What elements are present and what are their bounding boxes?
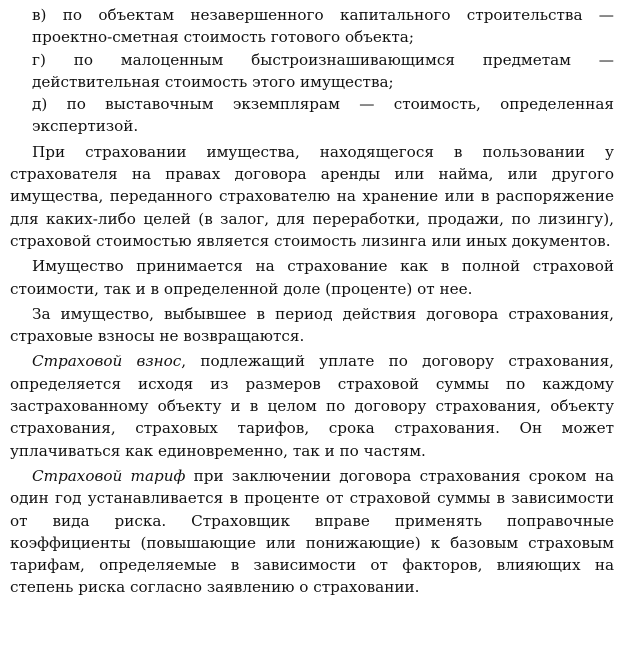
paragraph-no-refund: За имущество, выбывшее в период действия договора страхования, страховые взносы не возвращаются. <box>10 304 614 346</box>
paragraph-leased-property: При страховании имущества, находящегося в пользовании у страхователя на правах договора аренды или найма, или другого имущества, переданного страхователю на хранение или в распоряжение для каких-либо целей (в залог, для переработки, продажи, по лизингу), страховой стоимостью является стоимость лизинга или иных документов. <box>10 142 614 250</box>
term-insurance-tariff: Страховой тариф <box>32 466 186 485</box>
list-item-d: д) по выставочным экземплярам — стоимость, определенная экспертизой. <box>32 95 614 136</box>
paragraph-insurance-tariff <box>10 465 614 599</box>
paragraph-full-or-partial-value: Имущество принимается на страхование как в полной страховой стоимости, так и в определенной доле (проценте) от нее. <box>10 257 614 298</box>
paragraph-insurance-tariff-text: при заключении договора страхования сроком на один год устанавливается в проценте от страховой суммы в зависимости от вида риска. Страховщик вправе применять поправочные коэффициенты (повышающие или понижающие) к базовым страховым тарифам, определяемые в зависимости от факторов, влияющих на степень риска согласно заявлению о страховании. <box>10 466 615 597</box>
term-insurance-premium: Страховой взнос <box>32 352 182 371</box>
list-item-g: г) по малоценным быстроизнашивающимся предметам — действительная стоимость этого имущества; <box>32 50 614 91</box>
list-item-v: в) по объектам незавершенного капитального строительства — проектно-сметная стоимость готового объекта; <box>32 6 614 47</box>
paragraph-insurance-premium-text: , подлежащий уплате по договору страхования, определяется исходя из размеров страховой суммы по каждому застрахованному объекту и в целом по договору страхования, объекту страхования, страховых тарифов, срока страхования. Он может уплачиваться как единовременно, так и по частям. <box>10 352 614 460</box>
paragraph-insurance-premium <box>10 350 614 461</box>
